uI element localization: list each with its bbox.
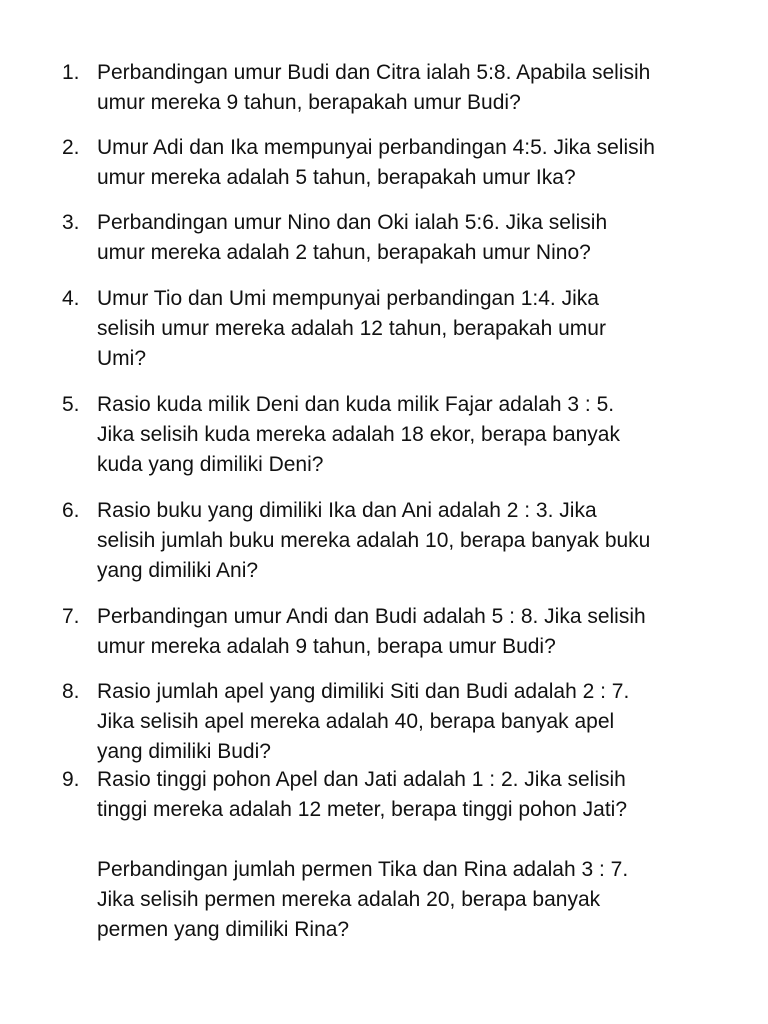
question-line: selisih jumlah buku mereka adalah 10, berapa banyak buku: [97, 529, 651, 552]
question-number: 1.: [62, 61, 80, 84]
question-line: Jika selisih apel mereka adalah 40, berapa banyak apel: [97, 710, 615, 733]
question-text: [97, 855, 747, 945]
question-line: Perbandingan umur Budi dan Citra ialah 5:8. Apabila selisih: [97, 61, 651, 84]
question-text: [97, 284, 747, 374]
question-line: yang dimiliki Ani?: [97, 559, 259, 582]
question-text: [97, 208, 747, 268]
question-line: Umur Adi dan Ika mempunyai perbandingan 4:5. Jika selisih: [97, 136, 655, 159]
question-line: Perbandingan jumlah permen Tika dan Rina adalah 3 : 7.: [97, 858, 629, 881]
question-number: 5.: [62, 393, 80, 416]
question-line: Rasio jumlah apel yang dimiliki Siti dan Budi adalah 2 : 7.: [97, 680, 630, 703]
question-line: Perbandingan umur Andi dan Budi adalah 5 : 8. Jika selisih: [97, 605, 646, 628]
question-line: selisih umur mereka adalah 12 tahun, berapakah umur: [97, 317, 606, 340]
question-line: Rasio buku yang dimiliki Ika dan Ani adalah 2 : 3. Jika: [97, 499, 597, 522]
question-number: 6.: [62, 499, 80, 522]
question-line: permen yang dimiliki Rina?: [97, 918, 350, 941]
question-line: Rasio tinggi pohon Apel dan Jati adalah 1 : 2. Jika selisih: [97, 768, 626, 791]
question-number: 8.: [62, 680, 80, 703]
question-text: [97, 496, 747, 586]
question-line: Rasio kuda milik Deni dan kuda milik Fajar adalah 3 : 5.: [97, 393, 615, 416]
question-line: Jika selisih permen mereka adalah 20, berapa banyak: [97, 888, 601, 911]
question-number: 2.: [62, 136, 80, 159]
question-text: [97, 602, 747, 662]
question-line: umur mereka adalah 2 tahun, berapakah umur Nino?: [97, 241, 591, 264]
question-line: Umur Tio dan Umi mempunyai perbandingan 1:4. Jika: [97, 287, 599, 310]
question-number: 4.: [62, 287, 80, 310]
question-text: [97, 677, 747, 767]
question-number: 9.: [62, 768, 80, 791]
question-line: Perbandingan umur Nino dan Oki ialah 5:6. Jika selisih: [97, 211, 608, 234]
question-line: yang dimiliki Budi?: [97, 740, 271, 763]
question-number: 7.: [62, 605, 80, 628]
question-text: [97, 133, 747, 193]
question-number: 3.: [62, 211, 80, 234]
question-line: Jika selisih kuda mereka adalah 18 ekor, berapa banyak: [97, 423, 620, 446]
question-line: Umi?: [97, 347, 147, 370]
question-text: [97, 58, 747, 118]
question-text: [97, 390, 747, 480]
question-text: [97, 765, 747, 825]
question-line: kuda yang dimiliki Deni?: [97, 453, 324, 476]
question-line: umur mereka adalah 9 tahun, berapa umur Budi?: [97, 635, 556, 658]
question-line: tinggi mereka adalah 12 meter, berapa tinggi pohon Jati?: [97, 798, 628, 821]
question-line: umur mereka adalah 5 tahun, berapakah umur Ika?: [97, 166, 576, 189]
question-line: umur mereka 9 tahun, berapakah umur Budi?: [97, 91, 521, 114]
